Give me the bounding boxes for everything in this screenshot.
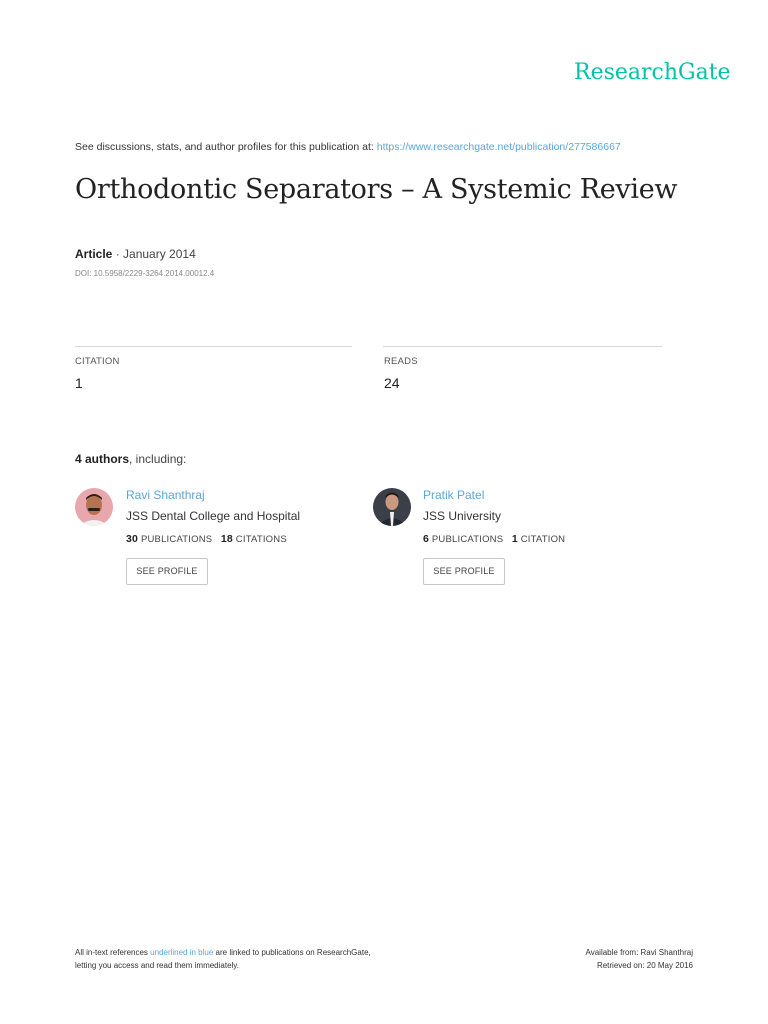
publications-label: PUBLICATIONS xyxy=(431,534,504,545)
citations-count: 18 xyxy=(220,533,233,545)
citations-label: CITATIONS xyxy=(235,534,287,545)
divider-reads xyxy=(383,346,662,347)
footer-left xyxy=(75,946,371,972)
footer-highlight: underlined in blue xyxy=(150,948,214,957)
available-from: Available from: Ravi Shanthraj xyxy=(585,948,693,957)
reads-value: 24 xyxy=(384,375,400,391)
author-institution: JSS Dental College and Hospital xyxy=(126,509,301,523)
authors-suffix: , including: xyxy=(129,452,187,466)
footer-left-line-2: letting you access and read them immediately. xyxy=(75,961,239,970)
citations-count: 1 xyxy=(511,533,518,545)
publications-count: 30 xyxy=(126,533,139,545)
publications-count: 6 xyxy=(423,533,430,545)
citation-value: 1 xyxy=(75,375,83,391)
publications-label: PUBLICATIONS xyxy=(140,534,213,545)
divider-citation xyxy=(75,346,352,347)
footer-text: All in-text references xyxy=(75,948,151,957)
author-stats xyxy=(423,533,565,545)
avatar[interactable] xyxy=(75,488,113,526)
article-type: Article xyxy=(75,247,113,261)
intro-line xyxy=(75,141,621,153)
article-meta xyxy=(75,247,196,261)
author-institution: JSS University xyxy=(423,509,502,523)
retrieved-on: Retrieved on: 20 May 2016 xyxy=(596,961,693,970)
footer-text: are linked to publications on ResearchGate, xyxy=(213,948,371,957)
authors-header xyxy=(75,452,186,466)
researchgate-logo[interactable]: ResearchGate xyxy=(574,60,731,85)
see-profile-button[interactable]: SEE PROFILE xyxy=(126,558,208,585)
page-title: Orthodontic Separators – A Systemic Review xyxy=(75,174,678,205)
reads-label: READS xyxy=(384,356,418,367)
footer-left-line-1 xyxy=(75,946,371,959)
doi-text: DOI: 10.5958/2229-3264.2014.00012.4 xyxy=(75,269,215,278)
author-name[interactable]: Ravi Shanthraj xyxy=(126,488,205,502)
citation-label: CITATION xyxy=(75,356,120,367)
publication-link[interactable]: https://www.researchgate.net/publication/277586667 xyxy=(376,141,621,153)
see-profile-button[interactable]: SEE PROFILE xyxy=(423,558,505,585)
authors-count: 4 authors xyxy=(75,452,130,466)
intro-text: See discussions, stats, and author profiles for this publication at: xyxy=(75,141,377,153)
citations-label: CITATION xyxy=(520,534,566,545)
footer-right xyxy=(586,946,693,972)
avatar[interactable] xyxy=(373,488,411,526)
author-photo-icon xyxy=(373,488,411,526)
author-photo-icon xyxy=(75,488,113,526)
article-date: · January 2014 xyxy=(112,247,196,261)
author-name[interactable]: Pratik Patel xyxy=(423,488,485,502)
author-stats xyxy=(126,533,287,545)
